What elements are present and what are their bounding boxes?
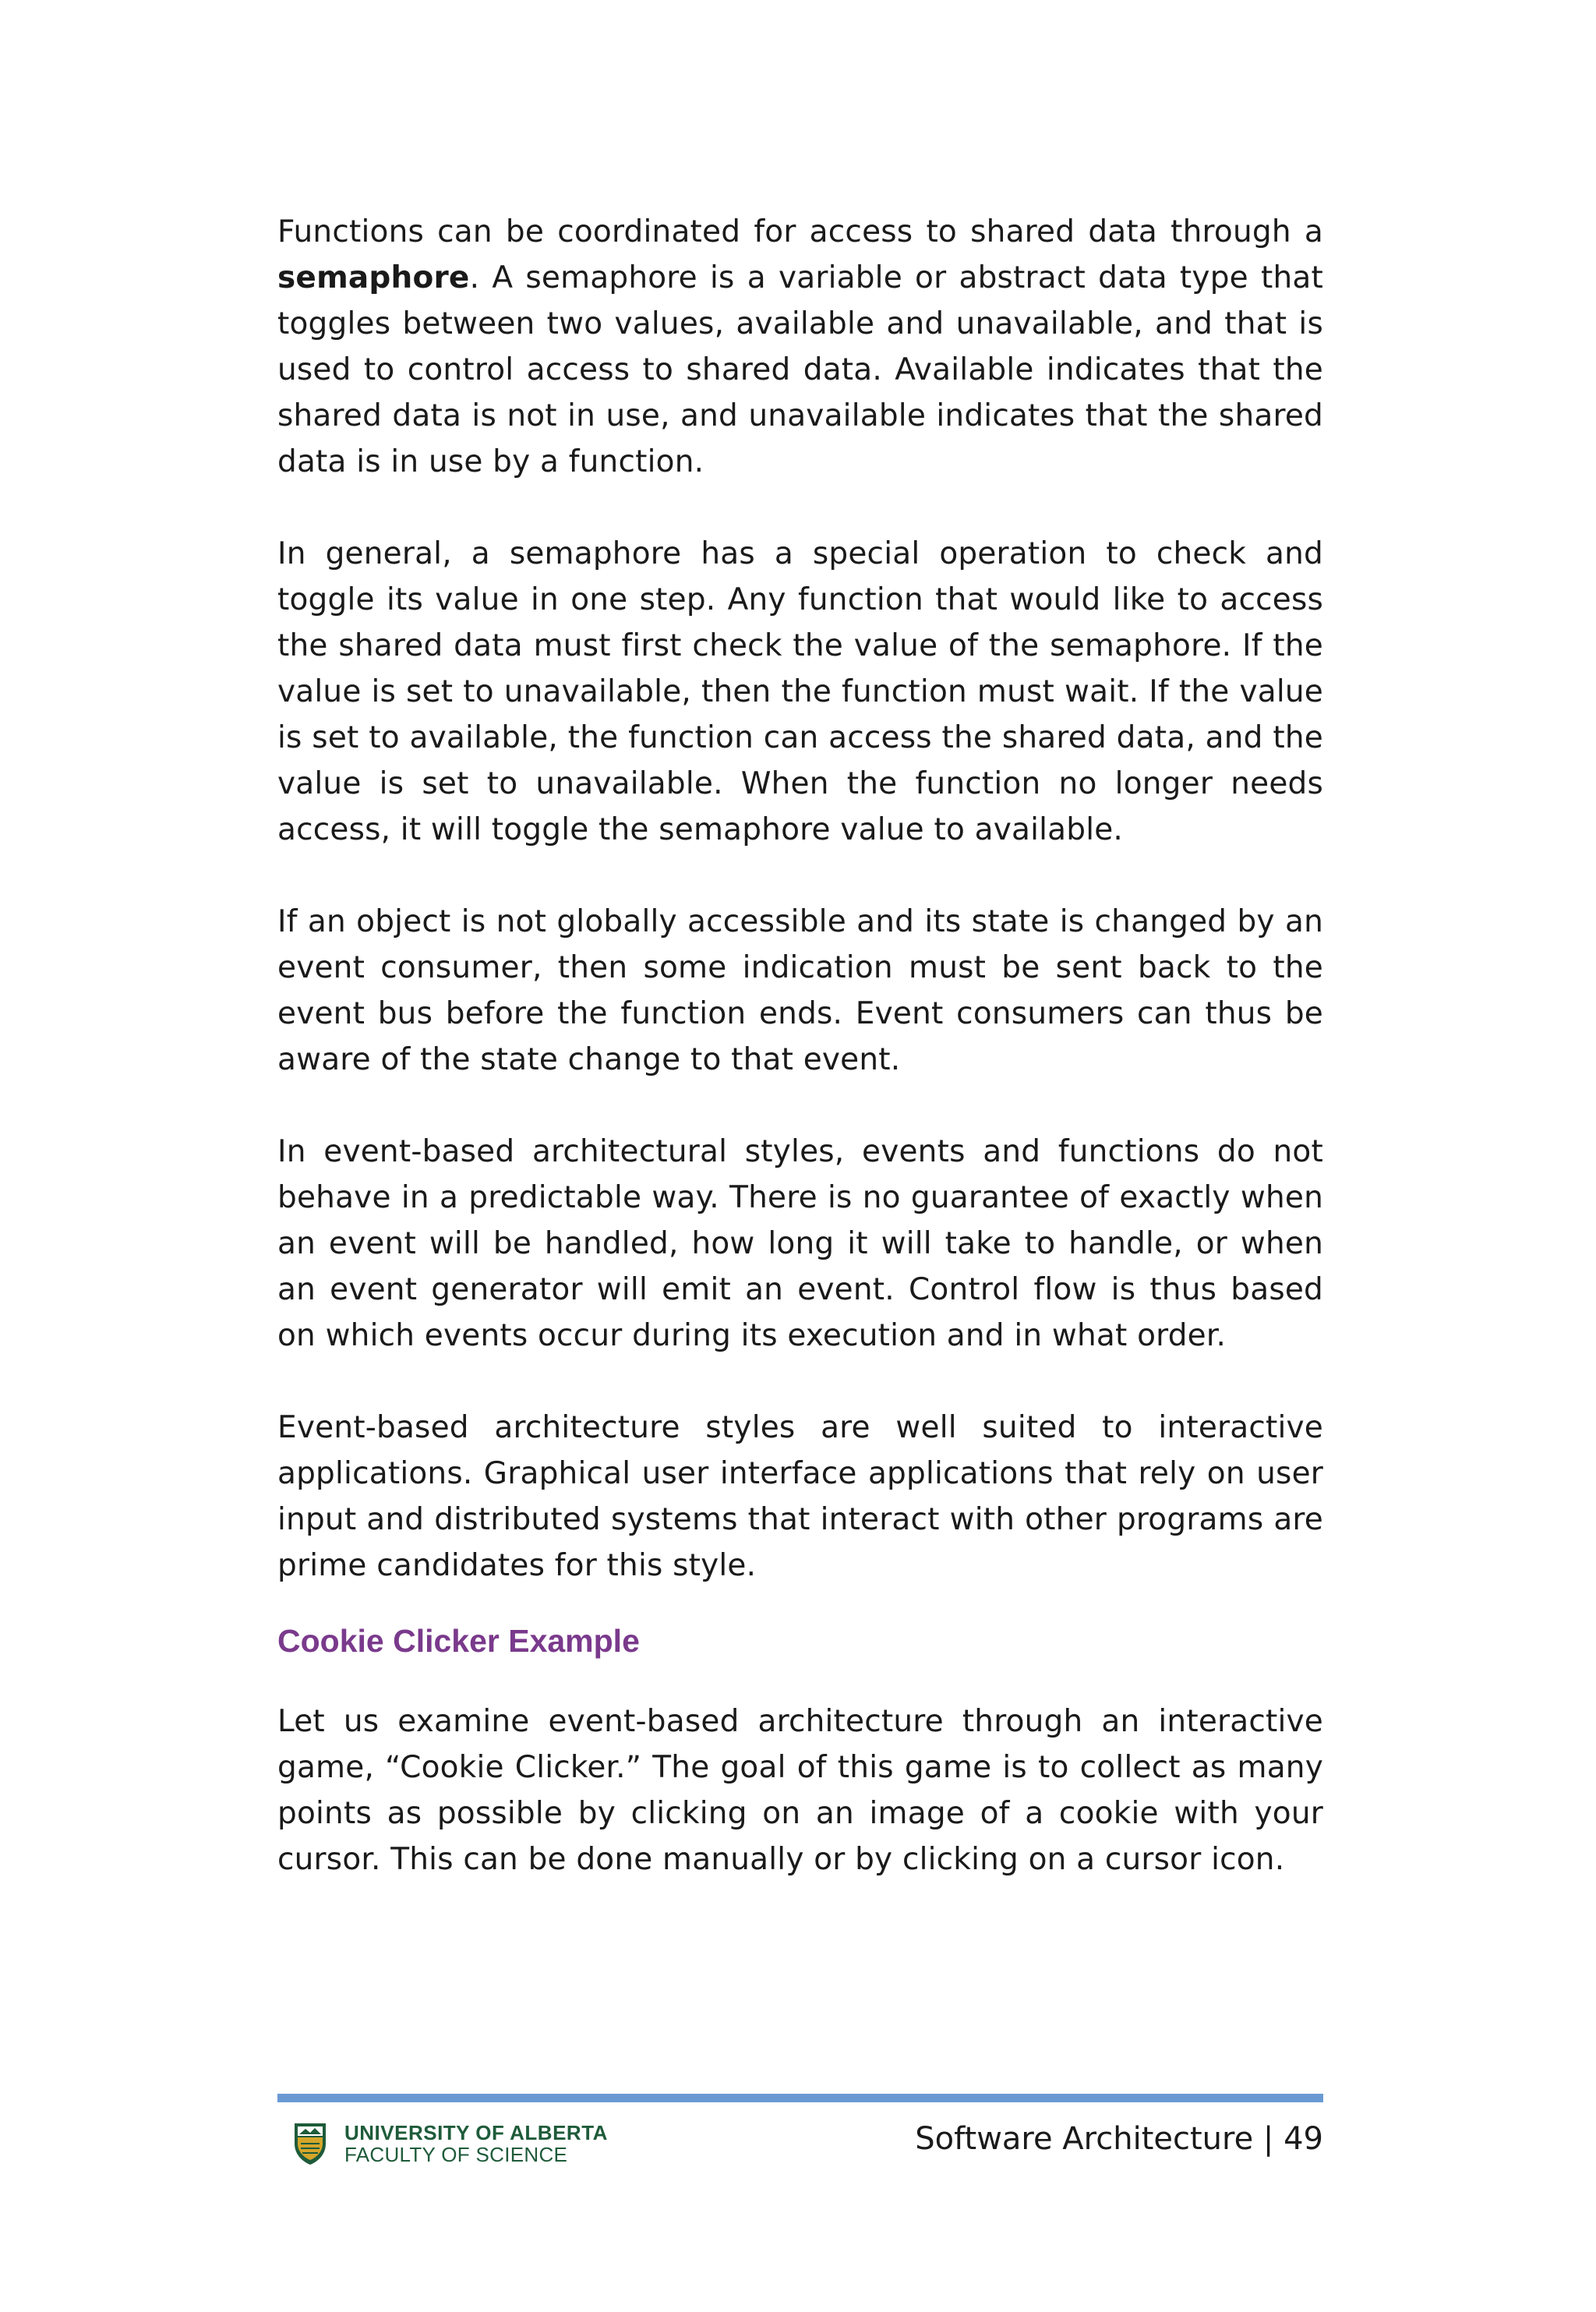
- paragraph-control-flow: In event-based architectural styles, events and functions do not behave in a predictable way. There is no guarantee of exactly when an event will be handled, how long it will take to handle, or when an event generator will emit an event. Control flow is thus based on which events occur during its execution and in what order.: [277, 1134, 1323, 1353]
- running-footer-title: Software Architecture | 49: [915, 2121, 1323, 2157]
- paragraph-semaphore-operation: In general, a semaphore has a special operation to check and toggle its value in one step. Any function that would like to access the shared data must first check the value of the semaphore. If the value is set to unavailable, then the function must wait. If the value is set to available, the function can access the shared data, and the value is set to unavailable. When the function no longer needs access, it will toggle the semaphore value to available.: [277, 536, 1323, 847]
- paragraph-semaphore-definition: [277, 209, 1323, 485]
- paragraph-text: Functions can be coordinated for access to shared data through a: [277, 214, 1323, 249]
- logo-university-name: UNIVERSITY OF ALBERTA: [344, 2121, 608, 2144]
- paragraph-state-change: If an object is not globally accessible and its state is changed by an event consumer, then some indication must be sent back to the event bus before the function ends. Event consumers can thus be aware of the state change to that event.: [277, 904, 1323, 1077]
- section-heading: Cookie Clicker Example: [277, 1623, 640, 1659]
- term-semaphore: semaphore: [277, 260, 470, 295]
- logo-wordmark: [344, 2122, 608, 2165]
- paragraph-text: . A semaphore is a variable or abstract data type that toggles between two values, available and unavailable, and that is used to control access to shared data. Available indicates that the shared data is not in use, and unavailable indicates that the shared data is in use by a function.: [277, 260, 1323, 479]
- university-logo: [291, 2119, 608, 2169]
- university-crest-icon: [291, 2120, 329, 2167]
- logo-faculty-name: FACULTY OF SCIENCE: [344, 2143, 568, 2166]
- paragraph-cookie-clicker: Let us examine event-based architecture through an interactive game, “Cookie Clicker.” The goal of this game is to collect as many points as possible by clicking on an image of a cookie with your cursor. This can be done manually or by clicking on a cursor icon.: [277, 1704, 1323, 1877]
- page-content: [277, 209, 1323, 1928]
- paragraph-interactive-applications: Event-based architecture styles are well suited to interactive applications. Graphical user interface applications that rely on user input and distributed systems that interact with other programs are prime candidates for this style.: [277, 1410, 1323, 1583]
- footer-rule: [277, 2094, 1323, 2102]
